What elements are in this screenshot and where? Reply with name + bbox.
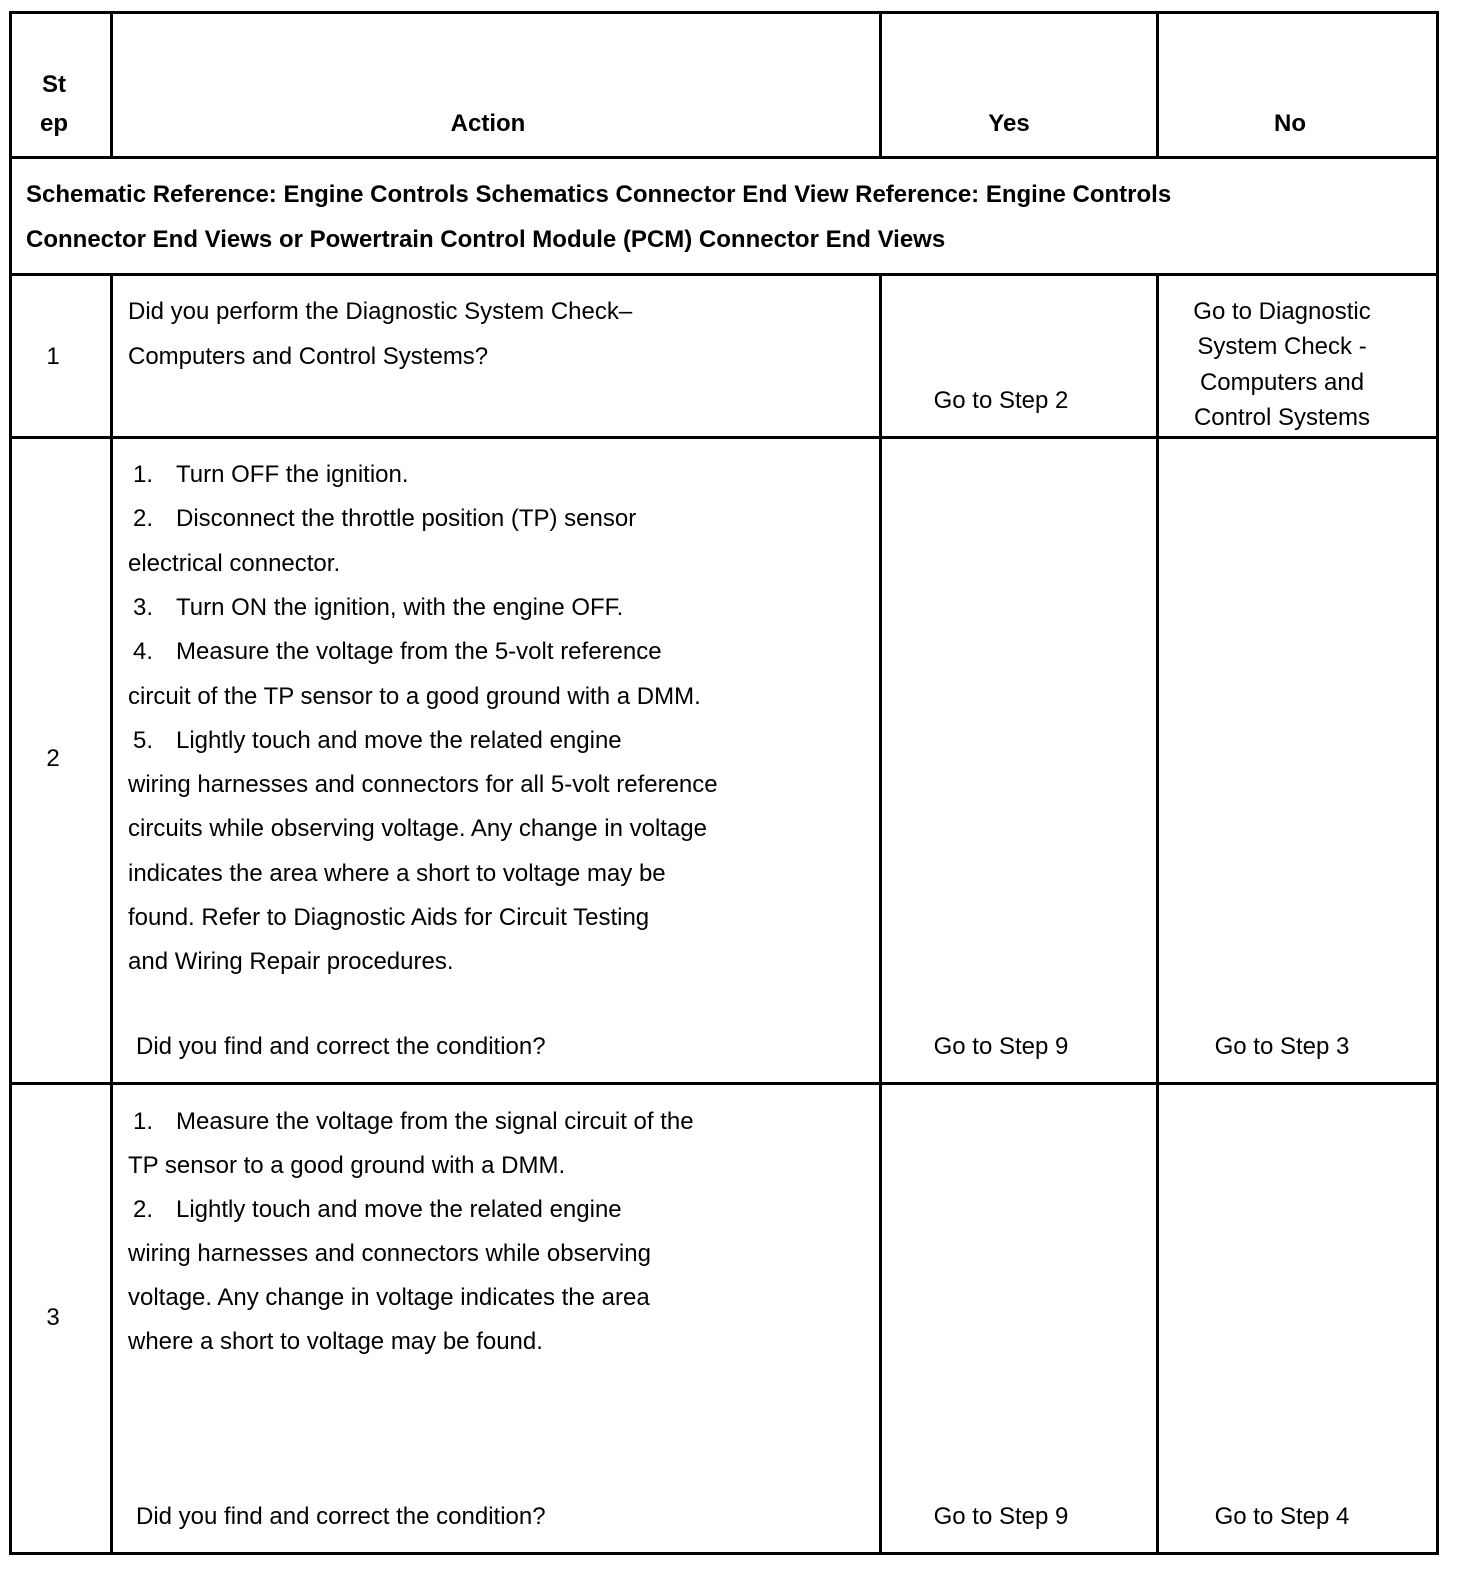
action-question: Did you find and correct the condition? <box>136 1503 546 1530</box>
no-result: Computers and <box>1199 369 1365 396</box>
action-line: indicates the area where a short to voltage may be <box>128 859 666 887</box>
action-item-number: 5. <box>133 726 154 754</box>
step-number: 1 <box>46 343 60 370</box>
action-line: wiring harnesses and connectors for all 5-volt reference <box>128 771 718 799</box>
action-line: electrical connector. <box>128 549 341 577</box>
column-divider <box>110 11 113 159</box>
header-step: St <box>42 71 66 98</box>
action-item-number: 4. <box>133 638 154 666</box>
action-line: Computers and Control Systems? <box>128 342 489 370</box>
row-divider <box>9 273 1439 276</box>
action-question: Did you find and correct the condition? <box>136 1033 546 1060</box>
action-item-number: 1. <box>133 461 154 488</box>
row-divider <box>9 156 1439 159</box>
no-result: Control Systems <box>1193 404 1371 431</box>
action-line: Lightly touch and move the related engine <box>176 1196 622 1223</box>
action-line: Measure the voltage from the 5-volt reference <box>176 638 662 666</box>
action-line: wiring harnesses and connectors while observing <box>128 1240 651 1267</box>
table-border <box>9 1552 1439 1555</box>
action-line: found. Refer to Diagnostic Aids for Circuit Testing <box>128 904 650 931</box>
action-line: Turn OFF the ignition. <box>176 461 409 488</box>
table-border <box>9 11 1439 14</box>
row-divider <box>9 436 1439 439</box>
action-line: and Wiring Repair procedures. <box>128 948 454 976</box>
action-line: TP sensor to a good ground with a DMM. <box>128 1152 566 1179</box>
reference-line: Schematic Reference: Engine Controls Schematics Connector End View Reference: Engine Controls <box>26 181 1172 208</box>
yes-result: Go to Step 9 <box>933 1503 1069 1530</box>
header-no: No <box>1274 110 1306 137</box>
column-divider <box>1156 273 1159 1555</box>
action-line: where a short to voltage may be found. <box>128 1328 543 1355</box>
action-line: Lightly touch and move the related engine <box>176 726 622 754</box>
yes-result: Go to Step 9 <box>933 1033 1069 1060</box>
action-line: Measure the voltage from the signal circuit of the <box>176 1108 694 1135</box>
action-line: Did you perform the Diagnostic System Check– <box>128 298 633 325</box>
action-line: voltage. Any change in voltage indicates the area <box>128 1284 650 1311</box>
action-line: circuits while observing voltage. Any change in voltage <box>128 815 707 843</box>
step-number: 3 <box>46 1304 60 1331</box>
row-divider <box>9 1082 1439 1085</box>
column-divider <box>879 11 882 159</box>
header-action: Action <box>450 110 526 137</box>
action-item-number: 2. <box>133 1196 154 1223</box>
no-result: Go to Step 4 <box>1214 1503 1350 1530</box>
column-divider <box>879 273 882 1555</box>
action-item-number: 2. <box>133 505 154 533</box>
column-divider <box>110 273 113 1555</box>
reference-line: Connector End Views or Powertrain Control Module (PCM) Connector End Views <box>26 226 946 253</box>
action-line: Disconnect the throttle position (TP) sensor <box>176 505 637 533</box>
yes-result: Go to Step 2 <box>933 387 1069 414</box>
no-result: Go to Diagnostic <box>1193 298 1371 325</box>
step-number: 2 <box>46 745 60 772</box>
column-divider <box>1156 11 1159 159</box>
no-result: System Check - <box>1197 333 1367 360</box>
action-item-number: 1. <box>133 1108 154 1135</box>
table-border <box>9 11 12 1555</box>
header-yes: Yes <box>988 110 1030 137</box>
action-line: Turn ON the ignition, with the engine OFF. <box>176 593 624 621</box>
action-line: circuit of the TP sensor to a good ground with a DMM. <box>128 682 701 710</box>
no-result: Go to Step 3 <box>1214 1033 1350 1060</box>
action-item-number: 3. <box>133 593 154 621</box>
header-step: ep <box>39 110 69 137</box>
table-border <box>1436 11 1439 1555</box>
